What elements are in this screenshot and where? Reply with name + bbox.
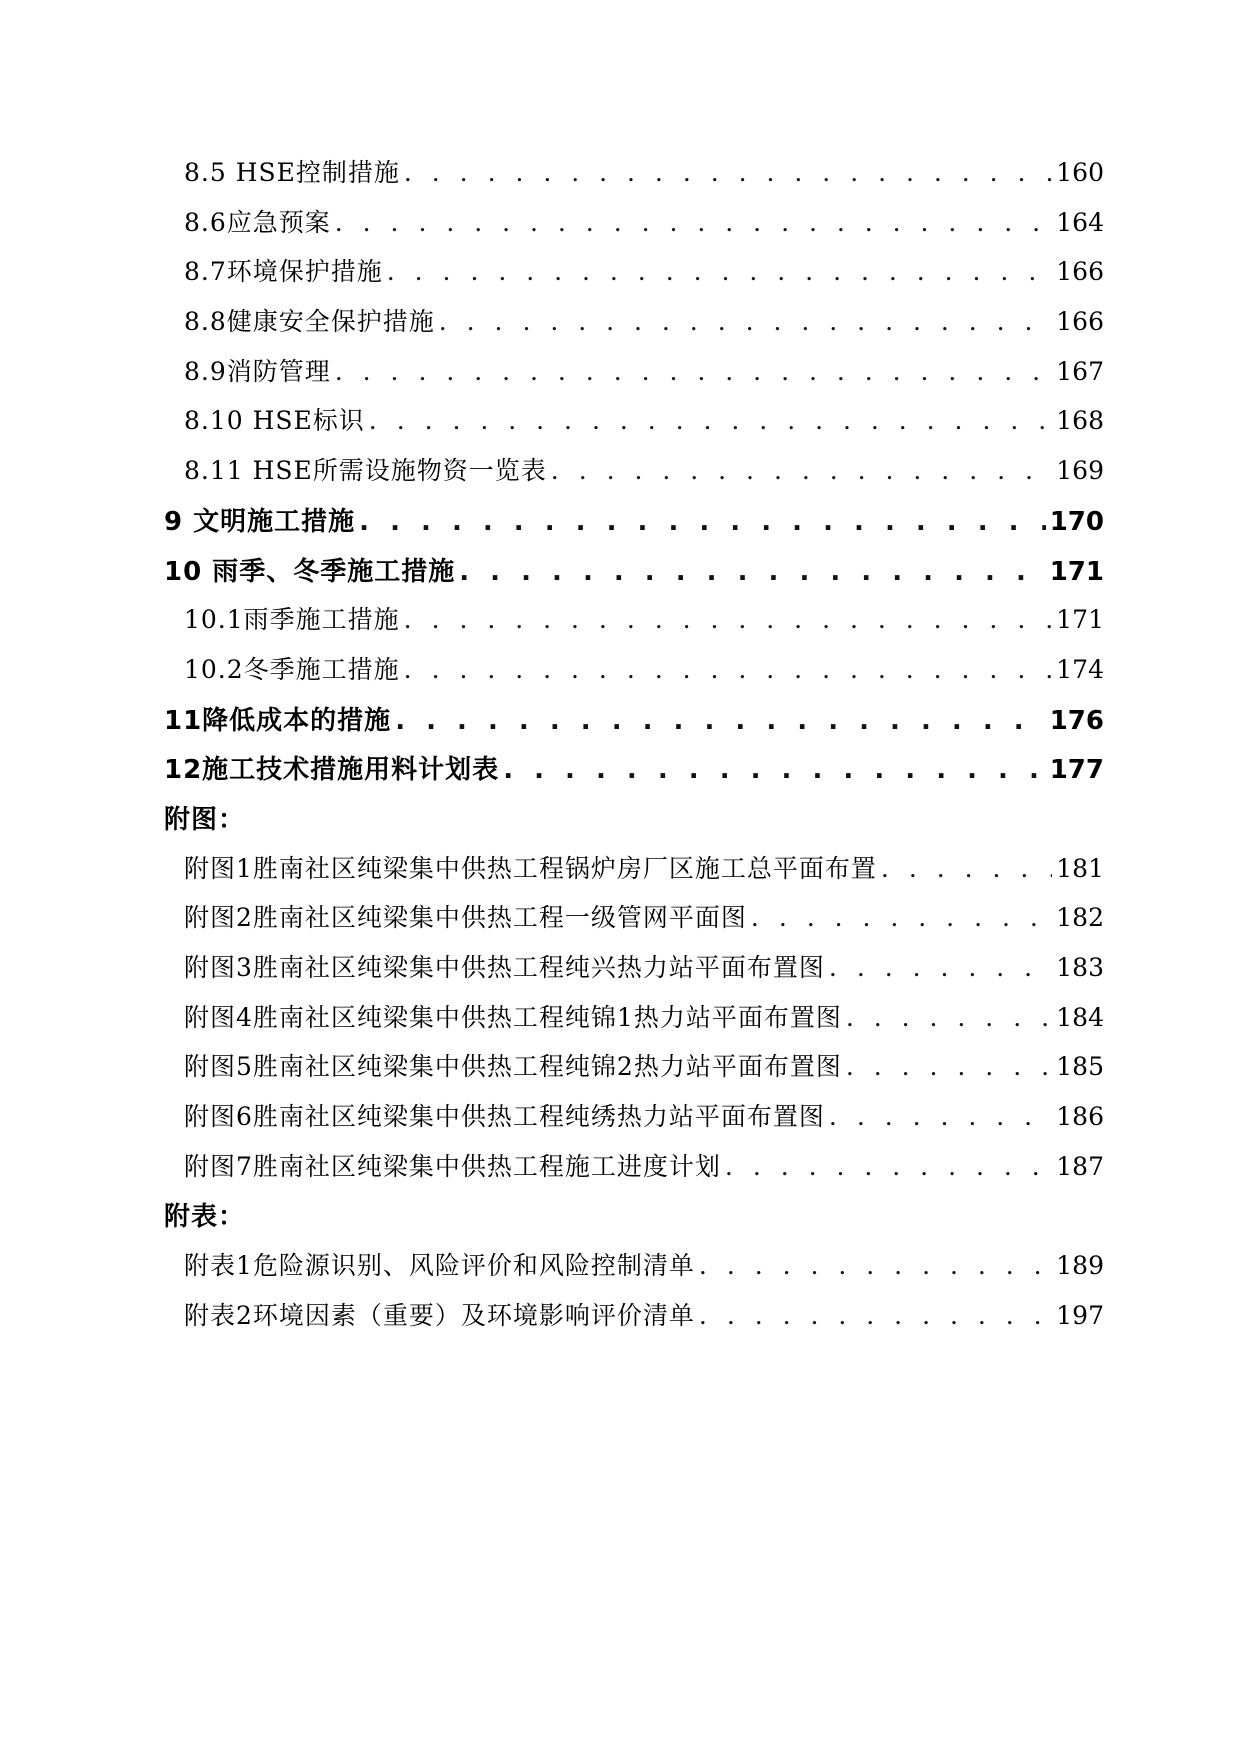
toc-entry-page: 169 xyxy=(1056,456,1104,486)
toc-entry-label: 8.11 HSE所需设施物资一览表 xyxy=(184,456,547,486)
toc-entry-10[interactable] xyxy=(164,551,1104,601)
toc-entry-8-10[interactable] xyxy=(164,401,1104,451)
toc-entry-label: 8.10 HSE标识 xyxy=(184,406,365,436)
toc-entry-12[interactable] xyxy=(164,749,1104,799)
toc-entry-label: 附表2环境因素（重要）及环境影响评价清单 xyxy=(184,1300,695,1330)
toc-entry-figure-7[interactable] xyxy=(164,1147,1104,1197)
toc-entry-figure-2[interactable] xyxy=(164,898,1104,948)
toc-entry-page: 170 xyxy=(1049,506,1104,537)
toc-entry-label: 10.2冬季施工措施 xyxy=(184,654,400,684)
dot-leader xyxy=(369,406,1052,435)
toc-entry-page: 174 xyxy=(1056,654,1104,684)
dot-leader xyxy=(829,953,1052,982)
toc-entry-label: 8.6应急预案 xyxy=(184,207,331,237)
toc-entry-page: 164 xyxy=(1056,207,1104,237)
dot-leader xyxy=(459,557,1045,587)
toc-entry-page: 183 xyxy=(1056,953,1104,982)
dot-leader xyxy=(846,1003,1052,1032)
toc-entry-label: 附图1胜南社区纯梁集中供热工程锅炉房厂区施工总平面布置 xyxy=(184,853,877,883)
dot-leader xyxy=(699,1251,1052,1280)
toc-entry-8-6[interactable] xyxy=(164,203,1104,253)
dot-leader xyxy=(335,357,1053,386)
toc-heading-tables xyxy=(164,1196,1104,1246)
dot-leader xyxy=(829,1102,1052,1131)
toc-heading-label: 附图： xyxy=(164,804,246,835)
toc-entry-page: 171 xyxy=(1049,556,1104,587)
toc-entry-label: 附图5胜南社区纯梁集中供热工程纯锦2热力站平面布置图 xyxy=(184,1052,842,1082)
toc-entry-page: 171 xyxy=(1056,605,1104,635)
dot-leader xyxy=(404,655,1053,684)
toc-entry-8-11[interactable] xyxy=(164,451,1104,501)
toc-entry-label: 10.1雨季施工措施 xyxy=(184,605,400,635)
toc-entry-page: 168 xyxy=(1056,406,1104,436)
toc-entry-label: 附表1危险源识别、风险评价和风险控制清单 xyxy=(184,1251,695,1281)
dot-leader xyxy=(725,1152,1052,1181)
toc-entry-label: 8.8健康安全保护措施 xyxy=(184,307,435,337)
dot-leader xyxy=(699,1301,1052,1330)
toc-entry-page: 182 xyxy=(1056,903,1104,933)
toc-entry-table-1[interactable] xyxy=(164,1246,1104,1296)
toc-entry-page: 197 xyxy=(1056,1300,1104,1330)
toc-entry-label: 8.5 HSE控制措施 xyxy=(184,158,400,187)
toc-entry-label: 附图6胜南社区纯梁集中供热工程纯绣热力站平面布置图 xyxy=(184,1102,825,1132)
dot-leader xyxy=(404,158,1052,187)
toc-entry-9[interactable] xyxy=(164,501,1104,551)
toc-entry-page: 189 xyxy=(1056,1251,1104,1281)
toc-entry-label: 9 文明施工措施 xyxy=(164,506,356,537)
toc-entry-label: 8.7环境保护措施 xyxy=(184,257,383,287)
toc-entry-page: 166 xyxy=(1056,307,1104,337)
toc-entry-label: 附图7胜南社区纯梁集中供热工程施工进度计划 xyxy=(184,1151,721,1181)
toc-entry-page: 187 xyxy=(1056,1151,1104,1181)
toc-entry-label: 10 雨季、冬季施工措施 xyxy=(164,556,456,587)
toc-entry-page: 160 xyxy=(1056,158,1104,187)
dot-leader xyxy=(404,605,1053,634)
toc-entry-11[interactable] xyxy=(164,700,1104,750)
toc-entry-page: 186 xyxy=(1056,1102,1104,1132)
toc-entry-figure-4[interactable] xyxy=(164,998,1104,1048)
toc-heading-label: 附表： xyxy=(164,1202,246,1233)
toc-entry-page: 177 xyxy=(1049,755,1104,786)
dot-leader xyxy=(881,854,1052,883)
dot-leader xyxy=(751,903,1052,932)
toc-entry-table-2[interactable] xyxy=(164,1296,1104,1346)
dot-leader xyxy=(439,307,1053,336)
toc-entry-label: 附图2胜南社区纯梁集中供热工程一级管网平面图 xyxy=(184,903,747,933)
toc-entry-8-8[interactable] xyxy=(164,302,1104,352)
toc-entry-8-7[interactable] xyxy=(164,252,1104,302)
toc-entry-figure-1[interactable] xyxy=(164,849,1104,899)
dot-leader xyxy=(395,706,1046,736)
toc-entry-page: 181 xyxy=(1056,853,1104,883)
dot-leader xyxy=(551,456,1052,485)
dot-leader xyxy=(335,208,1053,237)
dot-leader xyxy=(503,755,1046,785)
toc-heading-figures xyxy=(164,799,1104,849)
toc-entry-page: 176 xyxy=(1049,705,1104,736)
toc-entry-page: 185 xyxy=(1056,1052,1104,1082)
toc-entry-page: 184 xyxy=(1056,1002,1104,1032)
dot-leader xyxy=(387,257,1053,286)
toc-entry-8-5[interactable] xyxy=(164,153,1104,203)
toc-entry-label: 8.9消防管理 xyxy=(184,356,331,386)
toc-entry-8-9[interactable] xyxy=(164,352,1104,402)
toc-entry-10-1[interactable] xyxy=(164,600,1104,650)
toc-entry-label: 12施工技术措施用料计划表 xyxy=(164,755,500,786)
toc-entry-10-2[interactable] xyxy=(164,650,1104,700)
toc-entry-page: 167 xyxy=(1056,356,1104,386)
table-of-contents xyxy=(164,153,1104,1346)
toc-entry-label: 11降低成本的措施 xyxy=(164,705,392,736)
toc-entry-label: 附图3胜南社区纯梁集中供热工程纯兴热力站平面布置图 xyxy=(184,953,825,982)
toc-entry-figure-3[interactable] xyxy=(164,948,1104,998)
dot-leader xyxy=(359,507,1046,537)
toc-entry-label: 附图4胜南社区纯梁集中供热工程纯锦1热力站平面布置图 xyxy=(184,1002,842,1032)
dot-leader xyxy=(846,1052,1052,1081)
toc-entry-page: 166 xyxy=(1056,257,1104,287)
toc-entry-figure-6[interactable] xyxy=(164,1097,1104,1147)
toc-entry-figure-5[interactable] xyxy=(164,1047,1104,1097)
